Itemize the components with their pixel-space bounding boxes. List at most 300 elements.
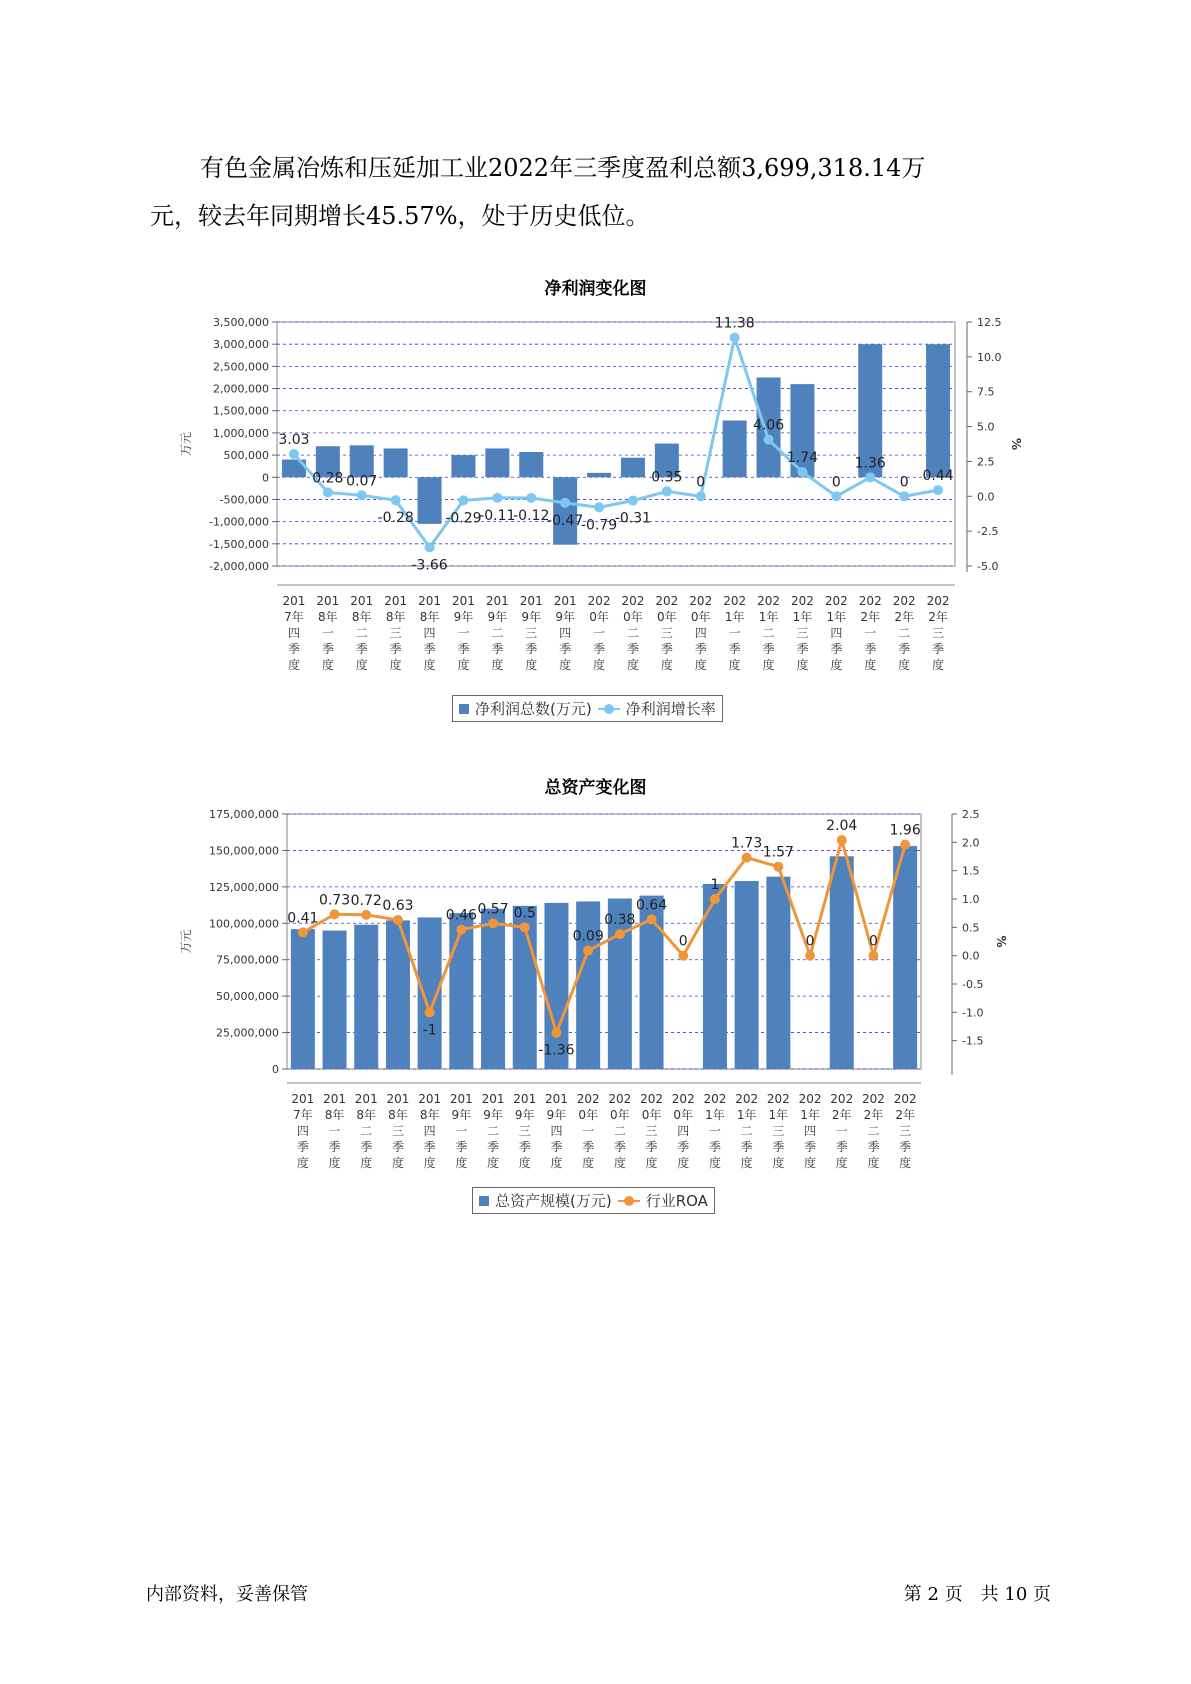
x-tick-label: 202 — [824, 594, 848, 608]
x-tick-label: 8年 — [324, 1108, 345, 1122]
bar — [451, 455, 475, 477]
x-tick-label: 季 — [867, 1140, 880, 1154]
y-tick-label: 0 — [272, 1063, 279, 1076]
line-point — [357, 490, 367, 500]
x-tick-label: 季 — [593, 642, 606, 656]
x-tick-label: 季 — [487, 1140, 500, 1154]
total-assets-chart — [0, 800, 1191, 1220]
x-tick-label: 2年 — [928, 610, 948, 624]
line-point — [289, 449, 299, 459]
x-tick-label: 季 — [455, 1140, 468, 1154]
x-tick-label: 度 — [559, 658, 572, 672]
data-label: 0.41 — [287, 910, 319, 927]
x-tick-label: 季 — [518, 1140, 531, 1154]
x-tick-label: 201 — [513, 1092, 537, 1106]
data-label: 0.46 — [445, 907, 477, 924]
bar — [553, 477, 577, 544]
x-tick-label: 0年 — [578, 1108, 598, 1122]
line-point — [330, 909, 340, 919]
data-label: -0.11 — [479, 507, 516, 524]
line-point — [560, 498, 570, 508]
data-label: 0.64 — [635, 897, 668, 914]
x-tick-label: 度 — [867, 1156, 880, 1170]
x-tick-label: 季 — [582, 1140, 595, 1154]
x-tick-label: 四 — [677, 1124, 690, 1138]
x-tick-label: 9年 — [521, 610, 542, 624]
x-tick-label: 202 — [608, 1092, 632, 1106]
x-tick-label: 四 — [550, 1124, 563, 1138]
data-label: 0.38 — [604, 912, 636, 929]
x-tick-label: 9年 — [514, 1108, 535, 1122]
x-tick-label: 度 — [645, 1156, 658, 1170]
x-tick-label: 三 — [660, 626, 673, 640]
x-tick-label: 201 — [481, 1092, 505, 1106]
y2-axis-title: % — [994, 935, 1008, 948]
line-point — [583, 946, 593, 956]
x-tick-label: 季 — [355, 642, 368, 656]
data-label: 0.5 — [513, 905, 536, 922]
x-tick-label: 201 — [354, 1092, 378, 1106]
x-tick-label: 三 — [645, 1124, 658, 1138]
x-tick-label: 二 — [355, 626, 368, 640]
x-tick-label: 季 — [287, 642, 300, 656]
x-tick-label: 一 — [864, 626, 877, 640]
y2-tick-label: 0.0 — [962, 949, 980, 963]
bar — [587, 473, 611, 477]
x-tick-label: 1年 — [705, 1108, 725, 1122]
data-label: -0.12 — [513, 507, 550, 524]
x-tick-label: 201 — [291, 1092, 315, 1106]
x-tick-label: 度 — [830, 658, 843, 672]
y2-tick-label: -5.0 — [977, 560, 999, 573]
x-tick-label: 季 — [457, 642, 470, 656]
y-tick-label: 3,000,000 — [213, 338, 269, 352]
bar — [485, 448, 509, 477]
x-tick-label: 四 — [694, 626, 707, 640]
x-tick-label: 8年 — [388, 1108, 408, 1122]
x-tick-label: 度 — [525, 658, 538, 672]
line-point — [628, 496, 638, 506]
x-tick-label: 三 — [389, 626, 402, 640]
x-tick-label: 1年 — [724, 610, 745, 624]
bar — [766, 877, 790, 1069]
line-point — [520, 922, 530, 932]
footer-page-number: 第 2 页 共 10 页 — [903, 1584, 1051, 1605]
x-tick-label: 1年 — [826, 610, 847, 624]
line-point — [594, 502, 604, 512]
line-point — [899, 491, 909, 501]
legend-label: 行业ROA — [645, 1192, 708, 1210]
bar — [481, 909, 505, 1069]
x-tick-label: 201 — [323, 1092, 347, 1106]
y2-tick-label: -1.5 — [962, 1034, 984, 1048]
x-tick-label: 度 — [864, 658, 877, 672]
x-tick-label: 一 — [835, 1124, 848, 1138]
x-tick-label: 2年 — [894, 610, 914, 624]
line-point — [361, 910, 371, 920]
x-tick-label: 1年 — [800, 1108, 820, 1122]
y2-tick-label: 1.0 — [962, 893, 980, 906]
data-label: -1.36 — [538, 1042, 575, 1059]
line-point — [526, 493, 536, 503]
x-tick-label: 度 — [772, 1156, 785, 1170]
x-tick-label: 201 — [418, 1092, 442, 1106]
x-tick-label: 季 — [660, 642, 673, 656]
x-tick-label: 季 — [772, 1140, 785, 1154]
x-tick-label: 三 — [525, 626, 538, 640]
x-tick-label: 度 — [287, 658, 300, 672]
x-tick-label: 0年 — [673, 1108, 694, 1122]
x-tick-label: 202 — [671, 1092, 695, 1106]
x-tick-label: 8年 — [351, 610, 372, 624]
y2-tick-label: 0.5 — [962, 921, 980, 935]
x-tick-label: 度 — [677, 1156, 690, 1170]
x-tick-label: 2年 — [860, 610, 881, 624]
x-tick-label: 二 — [762, 626, 775, 640]
x-tick-label: 二 — [740, 1124, 753, 1138]
x-tick-label: 季 — [423, 642, 436, 656]
summary-line-2: 元，较去年同期增长45.57%，处于历史低位。 — [150, 202, 650, 230]
x-tick-label: 9年 — [555, 610, 575, 624]
x-tick-label: 四 — [559, 626, 572, 640]
x-tick-label: 一 — [593, 626, 606, 640]
x-tick-label: 二 — [360, 1124, 373, 1138]
x-tick-label: 季 — [559, 642, 572, 656]
y-tick-label: 125,000,000 — [209, 880, 279, 894]
x-tick-label: 202 — [892, 594, 916, 608]
bar — [893, 846, 917, 1069]
line-point — [393, 915, 403, 925]
y-tick-label: -1,000,000 — [209, 515, 269, 529]
x-tick-label: 度 — [582, 1156, 595, 1170]
line-point — [831, 491, 841, 501]
line-point — [456, 925, 466, 935]
x-tick-label: 201 — [449, 1092, 473, 1106]
x-tick-label: 季 — [932, 642, 945, 656]
line-point — [730, 333, 740, 343]
x-tick-label: 季 — [360, 1140, 373, 1154]
x-tick-label: 1年 — [768, 1108, 789, 1122]
data-label: 0.44 — [922, 468, 954, 485]
x-tick-label: 201 — [519, 594, 543, 608]
line-point — [391, 495, 401, 505]
x-tick-label: 度 — [487, 1156, 500, 1170]
data-label: -1 — [422, 1022, 437, 1039]
x-tick-label: 季 — [694, 642, 707, 656]
x-tick-label: 季 — [491, 642, 504, 656]
legend-label: 净利润总数(万元) — [475, 700, 592, 718]
line-point — [488, 918, 498, 928]
data-label: 3.03 — [278, 432, 310, 449]
x-tick-label: 二 — [626, 626, 639, 640]
line-point — [710, 894, 720, 904]
bar — [449, 913, 473, 1069]
x-tick-label: 度 — [518, 1156, 531, 1170]
y2-tick-label: 0.0 — [977, 490, 995, 504]
y2-axis-title: % — [1009, 437, 1023, 451]
x-tick-label: 8年 — [419, 1108, 440, 1122]
x-tick-label: 季 — [898, 642, 911, 656]
y2-tick-label: -0.5 — [962, 978, 984, 991]
x-tick-label: 二 — [867, 1124, 880, 1138]
line-point — [647, 914, 657, 924]
y-tick-label: -1,500,000 — [209, 537, 269, 551]
data-label: 2.04 — [826, 818, 858, 835]
y2-tick-label: 5.0 — [977, 420, 995, 434]
legend-line-swatch — [618, 1196, 640, 1206]
bar — [323, 931, 347, 1069]
bar — [354, 925, 378, 1069]
y-tick-label: 100,000,000 — [209, 917, 279, 931]
bar — [384, 448, 408, 477]
x-tick-label: 二 — [487, 1124, 500, 1138]
x-tick-label: 季 — [391, 1140, 404, 1154]
x-tick-label: 2年 — [831, 1108, 852, 1122]
bar — [519, 452, 543, 477]
data-label: 11.38 — [714, 315, 755, 332]
x-tick-label: 季 — [296, 1140, 309, 1154]
x-tick-label: 度 — [423, 1156, 436, 1170]
x-tick-label: 202 — [735, 1092, 759, 1106]
y-tick-label: 175,000,000 — [209, 808, 279, 821]
y-tick-label: 25,000,000 — [216, 1026, 279, 1040]
x-tick-label: 度 — [491, 658, 504, 672]
x-tick-label: 一 — [457, 626, 470, 640]
x-tick-label: 季 — [328, 1140, 341, 1154]
x-tick-label: 一 — [728, 626, 741, 640]
net-profit-chart — [0, 300, 1191, 720]
x-tick-label: 四 — [287, 626, 300, 640]
data-label: 0.09 — [572, 928, 604, 945]
line-point — [425, 542, 435, 552]
data-label: -3.66 — [411, 557, 448, 574]
line-point — [865, 472, 875, 482]
data-label: -0.47 — [547, 512, 584, 529]
x-tick-label: 度 — [391, 1156, 404, 1170]
x-tick-label: 季 — [728, 642, 741, 656]
data-label: 0.72 — [350, 892, 382, 909]
x-tick-label: 季 — [677, 1140, 690, 1154]
x-tick-label: 201 — [316, 594, 340, 608]
x-tick-label: 季 — [762, 642, 775, 656]
line-point — [458, 495, 468, 505]
x-tick-label: 季 — [708, 1140, 721, 1154]
y-tick-label: 50,000,000 — [216, 990, 279, 1004]
x-tick-label: 季 — [613, 1140, 626, 1154]
x-tick-label: 201 — [386, 1092, 410, 1106]
x-tick-label: 度 — [804, 1156, 817, 1170]
line-point — [492, 493, 502, 503]
line-point — [773, 862, 783, 872]
line-point — [797, 467, 807, 477]
y-tick-label: 75,000,000 — [216, 953, 279, 967]
x-tick-label: 201 — [384, 594, 408, 608]
data-label: 1.57 — [762, 844, 794, 861]
y2-tick-label: 2.5 — [977, 455, 995, 469]
y-tick-label: -2,000,000 — [209, 560, 269, 573]
x-tick-label: 9年 — [483, 1108, 503, 1122]
x-tick-label: 度 — [389, 658, 402, 672]
x-tick-label: 季 — [740, 1140, 753, 1154]
line-point — [742, 853, 752, 863]
bar — [735, 881, 759, 1069]
data-label: 0 — [805, 933, 815, 950]
bar — [926, 344, 950, 477]
x-tick-label: 季 — [321, 642, 334, 656]
x-tick-label: 8年 — [385, 610, 406, 624]
x-tick-label: 季 — [830, 642, 843, 656]
x-tick-label: 0年 — [657, 610, 677, 624]
x-tick-label: 度 — [328, 1156, 341, 1170]
x-tick-label: 三 — [932, 626, 945, 640]
x-tick-label: 度 — [694, 658, 707, 672]
x-tick-label: 202 — [703, 1092, 727, 1106]
x-tick-label: 8年 — [356, 1108, 377, 1122]
line-point — [298, 927, 308, 937]
x-tick-label: 202 — [858, 594, 882, 608]
bar — [291, 929, 315, 1069]
data-label: -0.31 — [614, 510, 652, 527]
legend-bar-swatch — [459, 704, 469, 714]
data-label: 0.73 — [318, 892, 351, 909]
x-tick-label: 四 — [296, 1124, 309, 1138]
legend-net-profit — [452, 695, 723, 722]
x-tick-label: 0年 — [623, 610, 643, 624]
x-tick-label: 202 — [790, 594, 814, 608]
x-tick-label: 二 — [898, 626, 911, 640]
x-tick-label: 9年 — [546, 1108, 567, 1122]
data-label: 1.74 — [786, 450, 819, 467]
data-label: 0 — [696, 474, 706, 491]
x-tick-label: 201 — [350, 594, 374, 608]
x-tick-label: 202 — [655, 594, 679, 608]
chart-title-total-assets: 总资产变化图 — [544, 778, 647, 798]
y2-tick-label: 7.5 — [977, 385, 995, 399]
x-tick-label: 二 — [491, 626, 504, 640]
x-tick-label: 度 — [613, 1156, 626, 1170]
x-tick-label: 度 — [593, 658, 606, 672]
x-tick-label: 202 — [621, 594, 645, 608]
x-tick-label: 季 — [796, 642, 809, 656]
x-tick-label: 9年 — [453, 610, 474, 624]
x-tick-label: 度 — [457, 658, 470, 672]
line-point — [805, 951, 815, 961]
x-tick-label: 度 — [740, 1156, 753, 1170]
y-tick-label: 1,500,000 — [213, 404, 269, 418]
x-tick-label: 202 — [926, 594, 950, 608]
line-point — [837, 835, 847, 845]
x-tick-label: 0年 — [589, 610, 609, 624]
x-tick-label: 度 — [423, 658, 436, 672]
x-tick-label: 202 — [587, 594, 611, 608]
x-tick-label: 季 — [804, 1140, 817, 1154]
line-point — [868, 951, 878, 961]
y2-tick-label: 1.5 — [962, 864, 980, 878]
x-tick-label: 季 — [899, 1140, 912, 1154]
x-tick-label: 201 — [553, 594, 577, 608]
line-point — [615, 929, 625, 939]
y2-tick-label: -1.0 — [962, 1006, 984, 1020]
x-tick-label: 202 — [861, 1092, 885, 1106]
data-label: 0 — [868, 933, 878, 950]
x-tick-label: 202 — [689, 594, 713, 608]
y-axis-title: 万元 — [179, 431, 193, 457]
line-point — [425, 1007, 435, 1017]
summary-line-1: 有色金属冶炼和压延加工业2022年三季度盈利总额3,699,318.14万 — [200, 154, 926, 182]
x-tick-label: 9年 — [451, 1108, 472, 1122]
x-tick-label: 度 — [626, 658, 639, 672]
x-tick-label: 202 — [798, 1092, 822, 1106]
x-tick-label: 一 — [328, 1124, 341, 1138]
data-label: 0.35 — [651, 469, 683, 486]
y-tick-label: 2,500,000 — [213, 360, 269, 374]
y-tick-label: 150,000,000 — [209, 844, 279, 858]
data-label: 0.57 — [477, 901, 509, 918]
x-tick-label: 度 — [455, 1156, 468, 1170]
data-label: 0.63 — [382, 897, 414, 914]
line-point — [323, 487, 333, 497]
data-label: 0.07 — [346, 473, 378, 490]
x-tick-label: 201 — [282, 594, 306, 608]
line-point — [900, 840, 910, 850]
bar — [621, 458, 645, 478]
y2-tick-label: -2.5 — [977, 525, 999, 539]
x-tick-label: 度 — [762, 658, 775, 672]
line-point — [551, 1028, 561, 1038]
x-tick-label: 一 — [708, 1124, 721, 1138]
footer-confidential: 内部资料，妥善保管 — [146, 1584, 308, 1605]
legend-bar-swatch — [479, 1196, 489, 1206]
x-tick-label: 三 — [518, 1124, 531, 1138]
line-point — [764, 435, 774, 445]
x-tick-label: 202 — [640, 1092, 664, 1106]
x-tick-label: 201 — [485, 594, 509, 608]
line-point — [662, 486, 672, 496]
x-tick-label: 度 — [360, 1156, 373, 1170]
data-label: 1.36 — [854, 455, 886, 472]
data-label: 1.73 — [731, 835, 763, 852]
x-tick-label: 202 — [893, 1092, 917, 1106]
x-tick-label: 度 — [728, 658, 741, 672]
bar — [723, 420, 747, 477]
x-tick-label: 0年 — [610, 1108, 630, 1122]
y2-tick-label: 12.5 — [977, 316, 1002, 329]
x-tick-label: 度 — [296, 1156, 309, 1170]
y-tick-label: -500,000 — [219, 493, 269, 507]
x-tick-label: 1年 — [736, 1108, 757, 1122]
x-tick-label: 201 — [544, 1092, 568, 1106]
x-tick-label: 度 — [835, 1156, 848, 1170]
x-tick-label: 7年 — [284, 610, 304, 624]
x-tick-label: 季 — [525, 642, 538, 656]
line-point — [933, 485, 943, 495]
x-tick-label: 度 — [899, 1156, 912, 1170]
x-tick-label: 202 — [830, 1092, 854, 1106]
x-tick-label: 2年 — [895, 1108, 915, 1122]
line-point — [678, 951, 688, 961]
chart-title-net-profit: 净利润变化图 — [544, 279, 647, 299]
x-tick-label: 度 — [708, 1156, 721, 1170]
x-tick-label: 度 — [550, 1156, 563, 1170]
y-tick-label: 500,000 — [223, 449, 269, 463]
y-tick-label: 0 — [262, 471, 269, 485]
x-tick-label: 201 — [418, 594, 442, 608]
legend-label: 总资产规模(万元) — [495, 1192, 612, 1210]
x-tick-label: 三 — [899, 1124, 912, 1138]
x-tick-label: 四 — [423, 1124, 436, 1138]
x-tick-label: 四 — [830, 626, 843, 640]
legend-line-swatch — [598, 704, 620, 714]
